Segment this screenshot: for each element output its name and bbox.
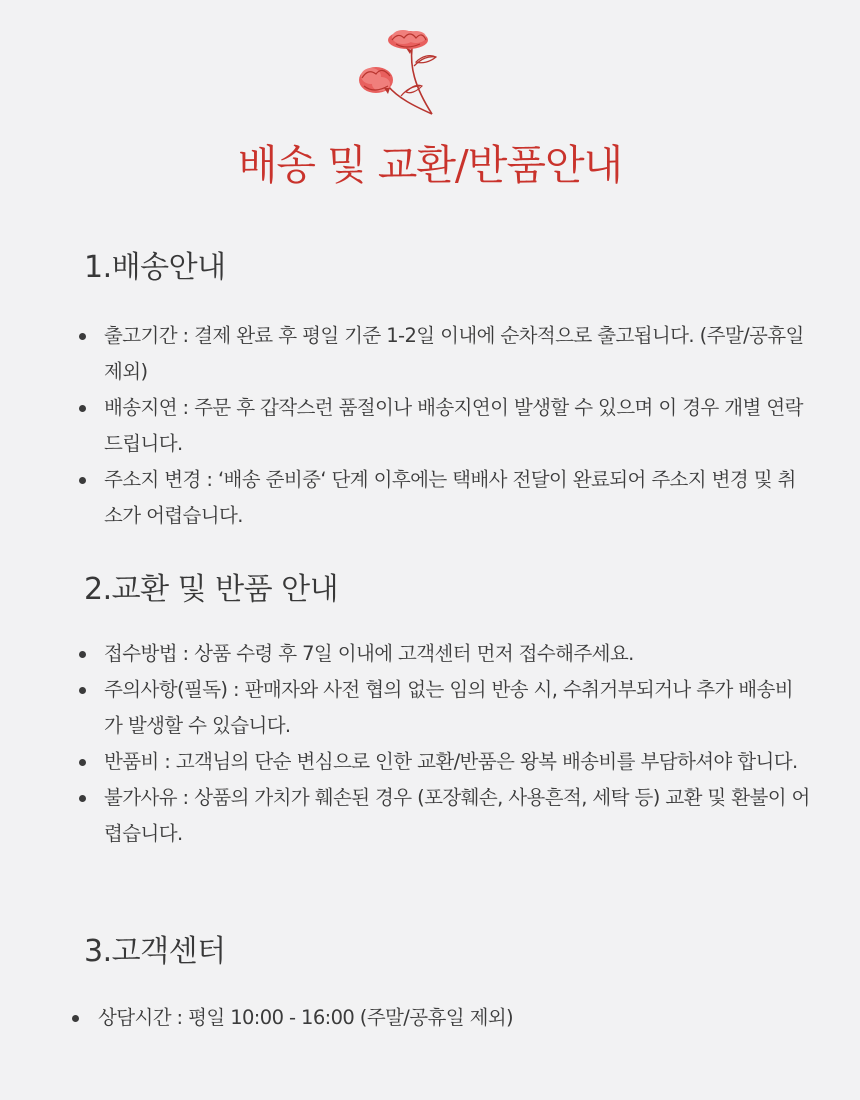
bullet-icon	[79, 333, 86, 340]
list-item	[0, 1000, 860, 1036]
section-customer-center	[0, 926, 860, 1036]
list-item-text: 배송지연 : 주문 후 갑작스런 품절이나 배송지연이 발생할 수 있으며 이 경우 개별 연락 드립니다.	[104, 396, 803, 455]
list-item-text: 불가사유 : 상품의 가치가 훼손된 경우 (포장훼손, 사용흔적, 세탁 등) 교환 및 환불이 어렵습니다.	[104, 786, 810, 845]
section-heading: 1.배송안내	[84, 250, 226, 285]
exchange-list	[0, 636, 860, 852]
bullet-icon	[79, 795, 86, 802]
shipping-list	[0, 318, 860, 534]
bullet-icon	[79, 477, 86, 484]
bullet-icon	[79, 687, 86, 694]
list-item-text: 출고기간 : 결제 완료 후 평일 기준 1-2일 이내에 순차적으로 출고됩니다. (주말/공휴일 제외)	[104, 324, 804, 383]
list-item-text: 반품비 : 고객님의 단순 변심으로 인한 교환/반품은 왕복 배송비를 부담하셔야 합니다.	[104, 750, 798, 773]
bullet-icon	[79, 651, 86, 658]
carnation-flower-icon	[356, 26, 452, 122]
list-item-text: 상담시간 : 평일 10:00 - 16:00 (주말/공휴일 제외)	[98, 1006, 514, 1029]
list-item	[0, 780, 860, 852]
list-item	[0, 672, 860, 744]
list-item	[0, 744, 860, 780]
page-title: 배송 및 교환/반품안내	[237, 141, 623, 189]
list-item-text: 접수방법 : 상품 수령 후 7일 이내에 고객센터 먼저 접수해주세요.	[104, 642, 634, 665]
list-item-text: 주의사항(필독) : 판매자와 사전 협의 없는 임의 반송 시, 수취거부되거나 추가 배송비가 발생할 수 있습니다.	[104, 678, 793, 737]
section-exchange-return	[0, 564, 860, 852]
list-item	[0, 462, 860, 534]
bullet-icon	[72, 1015, 79, 1022]
section-heading: 3.고객센터	[84, 934, 226, 969]
section-shipping	[0, 242, 860, 534]
bullet-icon	[79, 405, 86, 412]
list-item-text: 주소지 변경 : ‘배송 준비중‘ 단계 이후에는 택배사 전달이 완료되어 주소지 변경 및 취소가 어렵습니다.	[104, 468, 796, 527]
section-heading: 2.교환 및 반품 안내	[84, 572, 339, 607]
list-item	[0, 636, 860, 672]
bullet-icon	[79, 759, 86, 766]
list-item	[0, 390, 860, 462]
customer-center-list	[0, 1000, 860, 1036]
list-item	[0, 318, 860, 390]
